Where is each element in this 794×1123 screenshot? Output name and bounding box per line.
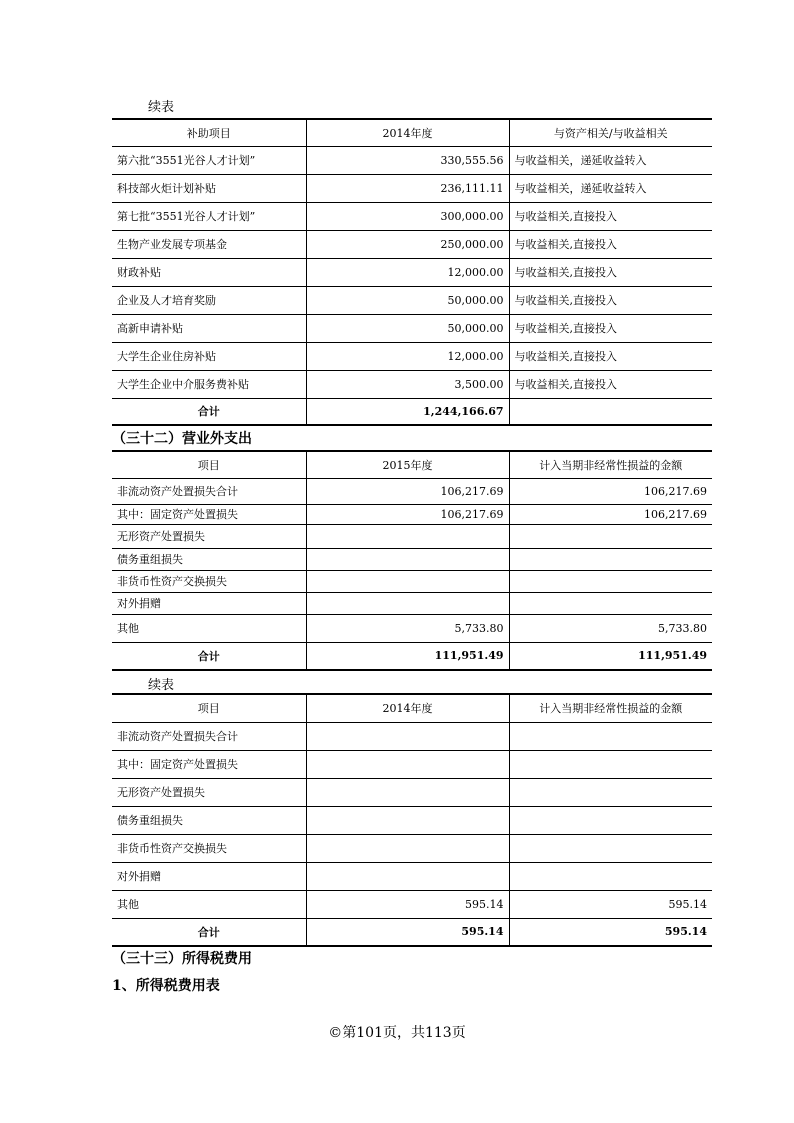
table-header-row: [112, 694, 712, 722]
table-cell: 无形资产处置损失: [112, 778, 306, 806]
table-row: [112, 834, 712, 862]
table-cell: [306, 778, 509, 806]
table-cell: 与收益相关,直接投入: [509, 342, 712, 370]
table-cell: 生物产业发展专项基金: [112, 230, 306, 258]
table-cell: 106,217.69: [306, 504, 509, 524]
table-cell: 106,217.69: [509, 504, 712, 524]
column-header: 项目: [112, 694, 306, 722]
column-header: 项目: [112, 451, 306, 478]
table-cell: 第七批“3551光谷人才计划”: [112, 202, 306, 230]
table-cell: 106,217.69: [509, 478, 712, 504]
table-total-row: [112, 918, 712, 946]
table-row: [112, 146, 712, 174]
column-header: 2015年度: [306, 451, 509, 478]
table-cell: 与收益相关，递延收益转入: [509, 174, 712, 202]
table-cell: 无形资产处置损失: [112, 524, 306, 548]
table-header-row: [112, 451, 712, 478]
table-cell: 企业及人才培育奖励: [112, 286, 306, 314]
table-row: [112, 592, 712, 614]
table-row: [112, 314, 712, 342]
table-row: [112, 524, 712, 548]
table-row: [112, 478, 712, 504]
table-cell: 50,000.00: [306, 286, 509, 314]
table-cell: 3,500.00: [306, 370, 509, 398]
table-cell: [306, 524, 509, 548]
total-cell: 595.14: [509, 918, 712, 946]
table-cell: 12,000.00: [306, 342, 509, 370]
page-footer: ©第101页，共113页: [328, 1025, 466, 1041]
non-operating-expenses-2014-table: [112, 693, 712, 947]
table-row: [112, 504, 712, 524]
column-header: 计入当期非经常性损益的金额: [509, 451, 712, 478]
table-cell: [306, 834, 509, 862]
table-row: [112, 778, 712, 806]
table-cell: 50,000.00: [306, 314, 509, 342]
table-cell: [509, 834, 712, 862]
table-row: [112, 806, 712, 834]
section-title-income-tax: （三十三）所得税费用: [112, 951, 252, 967]
total-cell: 1,244,166.67: [306, 398, 509, 425]
table-cell: [306, 722, 509, 750]
table-cell: [306, 750, 509, 778]
table-cell: 330,555.56: [306, 146, 509, 174]
table-row: [112, 548, 712, 570]
table-cell: 与收益相关,直接投入: [509, 230, 712, 258]
table-row: [112, 722, 712, 750]
government-subsidy-table: [112, 118, 712, 426]
table-cell: 大学生企业住房补贴: [112, 342, 306, 370]
table-cell: 大学生企业中介服务费补贴: [112, 370, 306, 398]
table-row: [112, 890, 712, 918]
table-row: [112, 862, 712, 890]
table-row: [112, 258, 712, 286]
table-cell: 非流动资产处置损失合计: [112, 722, 306, 750]
table-cell: [509, 548, 712, 570]
table-cell: 非货币性资产交换损失: [112, 834, 306, 862]
total-cell: 595.14: [306, 918, 509, 946]
table-cell: [306, 592, 509, 614]
column-header: 与资产相关/与收益相关: [509, 119, 712, 146]
table-cell: 第六批“3551光谷人才计划”: [112, 146, 306, 174]
table-cell: [509, 750, 712, 778]
table-cell: [509, 592, 712, 614]
table-cell: 债务重组损失: [112, 548, 306, 570]
table-cell: 5,733.80: [509, 614, 712, 642]
table-cell: 300,000.00: [306, 202, 509, 230]
table-cell: [509, 862, 712, 890]
table-cell: 非货币性资产交换损失: [112, 570, 306, 592]
table-cell: 其中：固定资产处置损失: [112, 750, 306, 778]
table-row: [112, 342, 712, 370]
table-cell: [306, 548, 509, 570]
section-title-non-operating-expenses: （三十二）营业外支出: [112, 431, 252, 447]
table-cell: 与收益相关,直接投入: [509, 314, 712, 342]
table-cell: 595.14: [306, 890, 509, 918]
table-cell: 与收益相关，递延收益转入: [509, 146, 712, 174]
table-row: [112, 370, 712, 398]
table-cell: 5,733.80: [306, 614, 509, 642]
table-row: [112, 286, 712, 314]
column-header: 2014年度: [306, 119, 509, 146]
total-cell: 111,951.49: [509, 642, 712, 670]
table-cell: 财政补贴: [112, 258, 306, 286]
table-cell: 106,217.69: [306, 478, 509, 504]
table-row: [112, 570, 712, 592]
table-cell: 与收益相关,直接投入: [509, 258, 712, 286]
table-row: [112, 614, 712, 642]
table-row: [112, 230, 712, 258]
table-cell: [509, 570, 712, 592]
total-cell: 合计: [112, 918, 306, 946]
table-cell: 其他: [112, 614, 306, 642]
table-cell: 236,111.11: [306, 174, 509, 202]
table-cell: [306, 570, 509, 592]
table-cell: [509, 524, 712, 548]
total-cell: 合计: [112, 642, 306, 670]
table-cell: 对外捐赠: [112, 862, 306, 890]
table-cell: 高新申请补贴: [112, 314, 306, 342]
table-cell: 12,000.00: [306, 258, 509, 286]
table-cell: [509, 722, 712, 750]
table-cell: 其他: [112, 890, 306, 918]
table-cell: [306, 862, 509, 890]
table-row: [112, 202, 712, 230]
table-total-row: [112, 642, 712, 670]
total-cell: 合计: [112, 398, 306, 425]
table-total-row: [112, 398, 712, 425]
table-cell: 与收益相关,直接投入: [509, 202, 712, 230]
table-row: [112, 174, 712, 202]
column-header: 计入当期非经常性损益的金额: [509, 694, 712, 722]
continued-label: 续表: [148, 100, 175, 115]
table-cell: 与收益相关,直接投入: [509, 370, 712, 398]
table-cell: 595.14: [509, 890, 712, 918]
continued-label-2: 续表: [148, 678, 175, 693]
subsection-title-income-tax-table: 1、所得税费用表: [112, 978, 220, 994]
table-cell: [306, 806, 509, 834]
table-cell: 对外捐赠: [112, 592, 306, 614]
column-header: 补助项目: [112, 119, 306, 146]
table-header-row: [112, 119, 712, 146]
table-cell: 债务重组损失: [112, 806, 306, 834]
table-cell: [509, 778, 712, 806]
table-cell: [509, 806, 712, 834]
table-cell: 非流动资产处置损失合计: [112, 478, 306, 504]
non-operating-expenses-2015-table: [112, 450, 712, 671]
total-cell: 111,951.49: [306, 642, 509, 670]
table-row: [112, 750, 712, 778]
table-cell: 其中：固定资产处置损失: [112, 504, 306, 524]
column-header: 2014年度: [306, 694, 509, 722]
table-cell: 科技部火炬计划补贴: [112, 174, 306, 202]
total-cell: [509, 398, 712, 425]
table-cell: 250,000.00: [306, 230, 509, 258]
table-cell: 与收益相关,直接投入: [509, 286, 712, 314]
